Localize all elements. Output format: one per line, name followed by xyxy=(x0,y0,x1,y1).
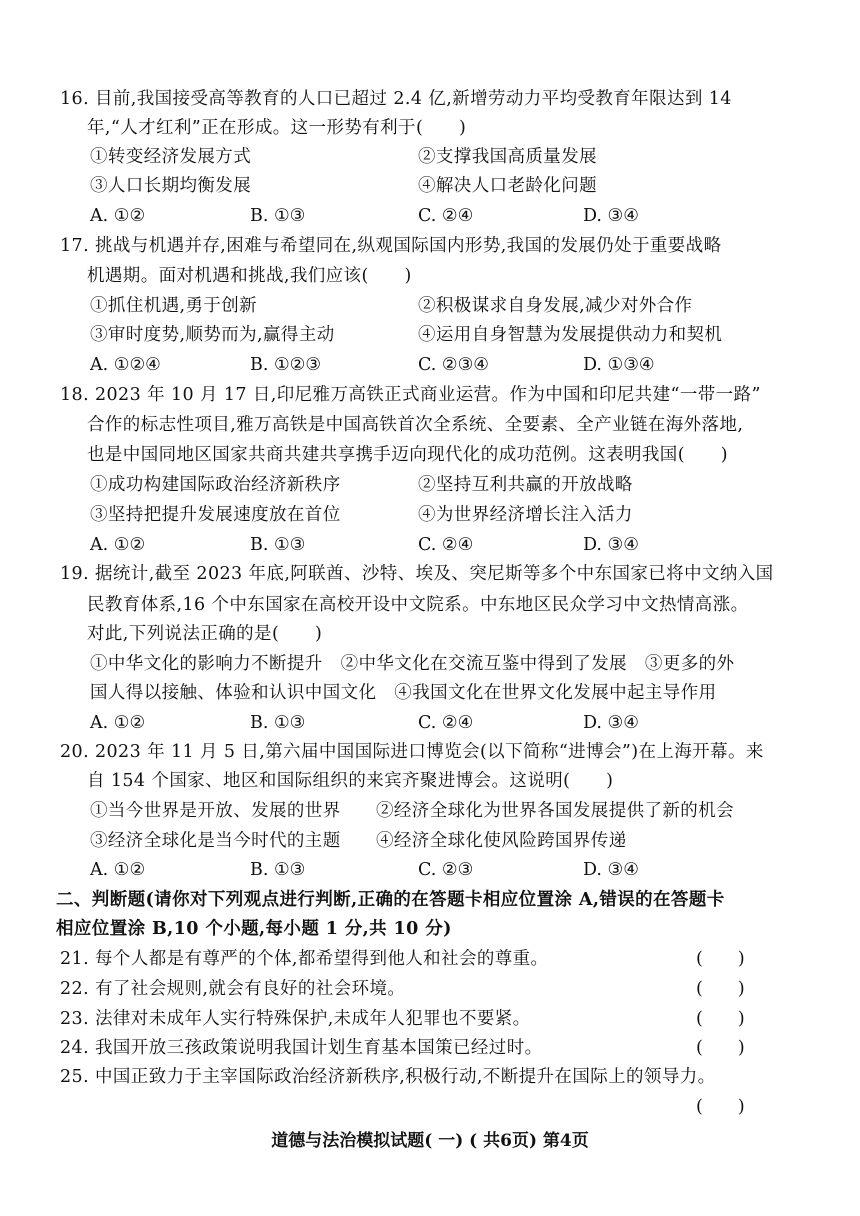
q22-statement: 22. 有了社会规则,就会有良好的社会环境。 xyxy=(60,979,406,999)
q23-answer-paren[interactable]: ( ) xyxy=(696,1009,745,1029)
q25-statement: 25. 中国正致力于主宰国际政治经济新秩序,积极行动,不断提升在国际上的领导力。 xyxy=(60,1067,716,1087)
q17-stem-line1: 17. 挑战与机遇并存,困难与希望同在,纵观国际国内形势,我国的发展仍处于重要战略 xyxy=(60,236,722,256)
q16-choice-d[interactable]: D. ③④ xyxy=(583,206,639,226)
q20-choice-c[interactable]: C. ②③ xyxy=(418,860,474,880)
q19-choice-d[interactable]: D. ③④ xyxy=(583,713,639,733)
section2-heading-line1: 二、判断题(请你对下列观点进行判断,正确的在答题卡相应位置涂 A,错误的在答题卡 xyxy=(56,890,725,910)
q18-choice-c[interactable]: C. ②④ xyxy=(418,535,474,555)
q18-choice-a[interactable]: A. ①② xyxy=(90,535,146,555)
q24-answer-paren[interactable]: ( ) xyxy=(696,1038,745,1058)
q19-options-line1: ①中华文化的影响力不断提升 ②中华文化在交流互鉴中得到了发展 ③更多的外 xyxy=(90,654,735,674)
q16-option-4: ④解决人口老龄化问题 xyxy=(418,176,597,196)
q21-answer-paren[interactable]: ( ) xyxy=(696,949,745,969)
q16-option-1: ①转变经济发展方式 xyxy=(90,147,252,167)
q20-option-3: ③经济全球化是当今时代的主题 xyxy=(90,831,341,851)
q18-stem-line2: 合作的标志性项目,雅万高铁是中国高铁首次全系统、全要素、全产业链在海外落地, xyxy=(87,415,744,435)
q20-option-2: ②经济全球化为世界各国发展提供了新的机会 xyxy=(376,801,734,821)
q20-choice-b[interactable]: B. ①③ xyxy=(250,860,306,880)
q18-option-2: ②坚持互利共赢的开放战略 xyxy=(418,475,633,495)
q19-stem-line1: 19. 据统计,截至 2023 年底,阿联酋、沙特、埃及、突尼斯等多个中东国家已将中文纳入国 xyxy=(60,564,774,584)
q19-options-line2: 国人得以接触、体验和认识中国文化 ④我国文化在世界文化发展中起主导作用 xyxy=(90,683,717,703)
q25-answer-paren[interactable]: ( ) xyxy=(696,1097,745,1117)
q22-answer-paren[interactable]: ( ) xyxy=(696,979,745,999)
q18-stem-line3: 也是中国同地区国家共商共建共享携手迈向现代化的成功范例。这表明我国( ) xyxy=(87,445,728,465)
section2-heading-line2: 相应位置涂 B,10 个小题,每小题 1 分,共 10 分) xyxy=(56,919,452,939)
q19-stem-line3: 对此,下列说法正确的是( ) xyxy=(87,624,323,644)
q16-choice-a[interactable]: A. ①② xyxy=(90,206,146,226)
q18-choice-b[interactable]: B. ①③ xyxy=(250,535,306,555)
q24-statement: 24. 我国开放三孩政策说明我国计划生育基本国策已经过时。 xyxy=(60,1038,543,1058)
q16-choice-b[interactable]: B. ①③ xyxy=(250,206,306,226)
q17-stem-line2: 机遇期。面对机遇和挑战,我们应该( ) xyxy=(87,266,412,286)
q19-choice-a[interactable]: A. ①② xyxy=(90,713,146,733)
q21-statement: 21. 每个人都是有尊严的个体,都希望得到他人和社会的尊重。 xyxy=(60,949,549,969)
q20-choice-a[interactable]: A. ①② xyxy=(90,860,146,880)
q18-option-4: ④为世界经济增长注入活力 xyxy=(418,505,633,525)
q18-option-3: ③坚持把提升发展速度放在首位 xyxy=(90,505,341,525)
q17-choice-d[interactable]: D. ①③④ xyxy=(583,355,655,375)
q17-choice-b[interactable]: B. ①②③ xyxy=(250,355,322,375)
q19-choice-c[interactable]: C. ②④ xyxy=(418,713,474,733)
q16-stem-line1: 16. 目前,我国接受高等教育的人口已超过 2.4 亿,新增劳动力平均受教育年限达到 14 xyxy=(60,89,732,109)
page-footer: 道德与法治模拟试题( 一) ( 共6页) 第4页 xyxy=(271,1131,589,1151)
q16-option-3: ③人口长期均衡发展 xyxy=(90,176,252,196)
q16-stem-line2: 年,“人才红利”正在形成。这一形势有利于( ) xyxy=(87,118,467,138)
q20-stem-line2: 自 154 个国家、地区和国际组织的来宾齐聚进博会。这说明( ) xyxy=(87,771,614,791)
q17-option-4: ④运用自身智慧为发展提供动力和契机 xyxy=(418,325,723,345)
q17-option-1: ①抓住机遇,勇于创新 xyxy=(90,296,258,316)
q17-choice-a[interactable]: A. ①②④ xyxy=(90,355,161,375)
q18-choice-d[interactable]: D. ③④ xyxy=(583,535,639,555)
q20-option-1: ①当今世界是开放、发展的世界 xyxy=(90,801,341,821)
q17-option-2: ②积极谋求自身发展,减少对外合作 xyxy=(418,296,693,316)
q20-choice-d[interactable]: D. ③④ xyxy=(583,860,639,880)
q16-option-2: ②支撑我国高质量发展 xyxy=(418,147,597,167)
q20-stem-line1: 20. 2023 年 11 月 5 日,第六届中国国际进口博览会(以下简称“进博会”)在上海开幕。来 xyxy=(60,742,764,762)
q16-choice-c[interactable]: C. ②④ xyxy=(418,206,474,226)
q20-option-4: ④经济全球化使风险跨国界传递 xyxy=(376,831,627,851)
q19-choice-b[interactable]: B. ①③ xyxy=(250,713,306,733)
q18-option-1: ①成功构建国际政治经济新秩序 xyxy=(90,475,341,495)
q18-stem-line1: 18. 2023 年 10 月 17 日,印尼雅万高铁正式商业运营。作为中国和印尼共建“一带一路” xyxy=(60,385,761,405)
q17-option-3: ③审时度势,顺势而为,赢得主动 xyxy=(90,325,335,345)
q23-statement: 23. 法律对未成年人实行特殊保护,未成年人犯罪也不要紧。 xyxy=(60,1009,531,1029)
q17-choice-c[interactable]: C. ②③④ xyxy=(418,355,489,375)
q19-stem-line2: 民教育体系,16 个中东国家在高校开设中文院系。中东地区民众学习中文热情高涨。 xyxy=(87,595,749,615)
